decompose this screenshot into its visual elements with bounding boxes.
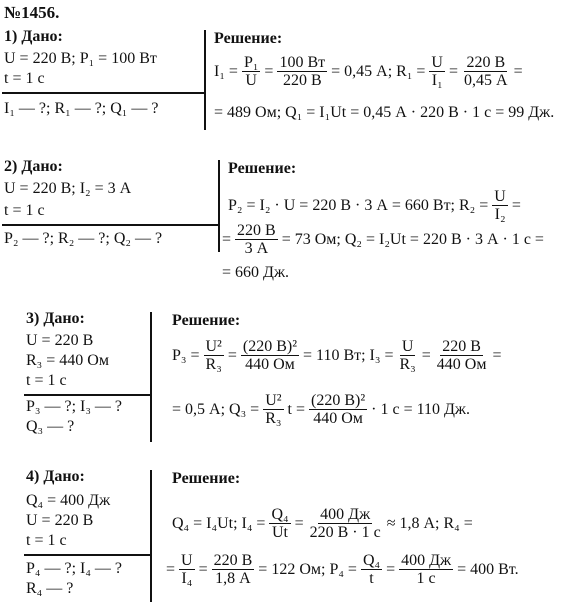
p2-given-header: 2) Дано: xyxy=(4,158,63,175)
p2-equation-1: P₂ = I₂ · U = 220 В · 3 А = 660 Вт; R₂ = $\frac{U}{\text{I₂}}$ = xyxy=(228,188,521,223)
divider xyxy=(2,224,218,226)
p2-given-line: t = 1 с xyxy=(4,202,45,219)
p2-solution-label: Решение: xyxy=(228,160,297,177)
p3-find: P₃ — ?; I₃ — ? xyxy=(26,398,123,415)
p3-given-line: R₃ = 440 Ом xyxy=(26,352,109,369)
divider xyxy=(24,394,150,396)
p4-equation-2: = $\frac{U}{\text{I₄}}$ = $\frac{220 В}{1,8 А}$ = 122 Ом; P₄ = $\frac{\text{Q₄}}{t}$ = $\frac{400 Дж}{1 с}$ = 400 Вт. xyxy=(166,552,519,587)
p3-equation-2: = 0,5 А; Q₃ = $\frac{\text{U²}}{\text{R₃}}$ t = $\frac{\text{(220 В)²}}{440 Ом}$ · 1 с = 110 Дж. xyxy=(172,392,470,427)
divider xyxy=(24,554,150,556)
p1-given-line: U = 220 В; P₁ = 100 Вт xyxy=(4,50,157,67)
p3-given-line: U = 220 В xyxy=(26,332,94,349)
p4-given-header: 4) Дано: xyxy=(26,468,85,485)
p3-find: Q₃ — ? xyxy=(26,418,75,435)
p1-equation-1: I₁ = $\frac{\text{P₁}}{U}$ = $\frac{100 Вт}{220 В}$ = 0,45 А; R₁ = $\frac{U}{\text{I₁}}$ = $\frac{220 В}{0,45 А}$ = xyxy=(214,54,523,89)
p3-given-header: 3) Дано: xyxy=(26,310,85,327)
p1-solution-label: Решение: xyxy=(214,30,283,47)
p3-equation-1: P₃ = $\frac{\text{U²}}{\text{R₃}}$ = $\frac{\text{(220 В)²}}{440 Ом}$ = 110 Вт; I₃ = $\frac{U}{\text{R₃}}$ = $\frac{220 В}{440 Ом}$ = xyxy=(172,338,502,373)
divider xyxy=(150,312,152,442)
p3-given-line: t = 1 с xyxy=(26,372,67,389)
p4-find: P₄ — ?; I₄ — ? xyxy=(26,560,123,577)
p4-given-line: U = 220 В xyxy=(26,512,94,529)
p4-given-line: t = 1 с xyxy=(26,532,67,549)
p2-given-line: U = 220 В; I₂ = 3 А xyxy=(4,180,132,197)
divider xyxy=(2,92,204,94)
p4-solution-label: Решение: xyxy=(172,470,241,487)
p4-given-line: Q₄ = 400 Дж xyxy=(26,492,111,509)
p2-find: P₂ — ?; R₂ — ?; Q₂ — ? xyxy=(4,230,163,247)
p1-given-header: 1) Дано: xyxy=(4,28,63,45)
p2-equation-2: = $\frac{220 В}{3 А}$ = 73 Ом; Q₂ = I₂Ut = 220 В · 3 А · 1 с = xyxy=(222,222,544,257)
problem-number: №1456. xyxy=(4,3,60,22)
p1-equation-2: = 489 Ом; Q₁ = I₁Ut = 0,45 А · 220 В · 1 с = 99 Дж. xyxy=(214,104,555,121)
p4-equation-1: Q₄ = I₄Ut; I₄ = $\frac{\text{Q₄}}{Ut}$ = $\frac{400 Дж}{220 В \cdot 1 с}$ ≈ 1,8 А; R₄ = xyxy=(172,506,473,541)
divider xyxy=(218,160,220,252)
p3-solution-label: Решение: xyxy=(172,312,241,329)
divider xyxy=(204,30,206,130)
p2-equation-3: = 660 Дж. xyxy=(222,264,289,281)
divider xyxy=(150,470,152,602)
p1-find: I₁ — ?; R₁ — ?; Q₁ — ? xyxy=(4,100,159,117)
p4-find: R₄ — ? xyxy=(26,580,74,597)
p1-given-line: t = 1 с xyxy=(4,70,45,87)
